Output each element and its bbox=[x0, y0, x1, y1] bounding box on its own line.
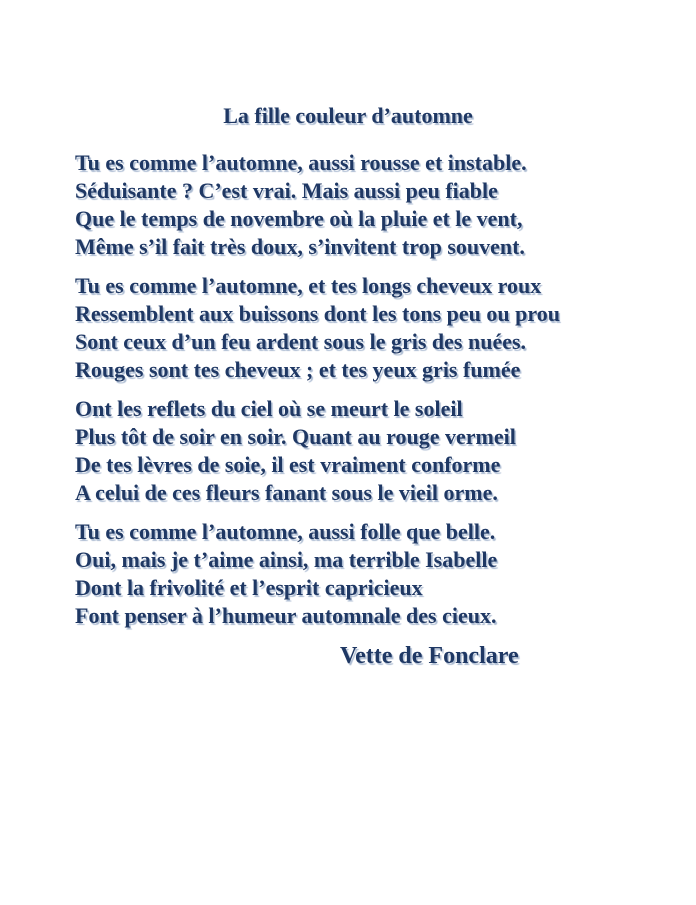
poem-line: Tu es comme l’automne, aussi folle que belle. bbox=[75, 519, 496, 544]
poem-line: Rouges sont tes cheveux ; et tes yeux gris fumée bbox=[75, 357, 521, 382]
poem-line: Font penser à l’humeur automnale des cieux. bbox=[75, 603, 497, 628]
poem-line: Séduisante ? C’est vrai. Mais aussi peu fiable bbox=[75, 178, 498, 203]
author-signature: Vette de Fonclare bbox=[340, 643, 519, 669]
poem-line: Tu es comme l’automne, aussi rousse et instable. bbox=[75, 150, 527, 175]
poem-line: Tu es comme l’automne, et tes longs cheveux roux bbox=[75, 273, 542, 298]
poem-line: Même s’il fait très doux, s’invitent trop souvent. bbox=[75, 234, 525, 259]
poem-line: Sont ceux d’un feu ardent sous le gris des nuées. bbox=[75, 329, 527, 354]
stanza-2 bbox=[75, 272, 621, 384]
poem-line: Ont les reflets du ciel où se meurt le soleil bbox=[75, 396, 463, 421]
poem-content bbox=[75, 102, 621, 671]
stanza-3 bbox=[75, 395, 621, 507]
poem-line: Plus tôt de soir en soir. Quant au rouge vermeil bbox=[75, 424, 516, 449]
poem-line: Dont la frivolité et l’esprit capricieux bbox=[75, 575, 423, 600]
stanza-1 bbox=[75, 149, 621, 261]
poem-line: A celui de ces fleurs fanant sous le vieil orme. bbox=[75, 480, 498, 505]
poem-line: Ressemblent aux buissons dont les tons peu ou prou bbox=[75, 301, 560, 326]
poem-line: Oui, mais je t’aime ainsi, ma terrible Isabelle bbox=[75, 547, 498, 572]
stanza-4 bbox=[75, 518, 621, 630]
poem-line: Que le temps de novembre où la pluie et le vent, bbox=[75, 206, 523, 231]
poem-title: La fille couleur d’automne bbox=[223, 103, 473, 128]
poem-line: De tes lèvres de soie, il est vraiment conforme bbox=[75, 452, 501, 477]
